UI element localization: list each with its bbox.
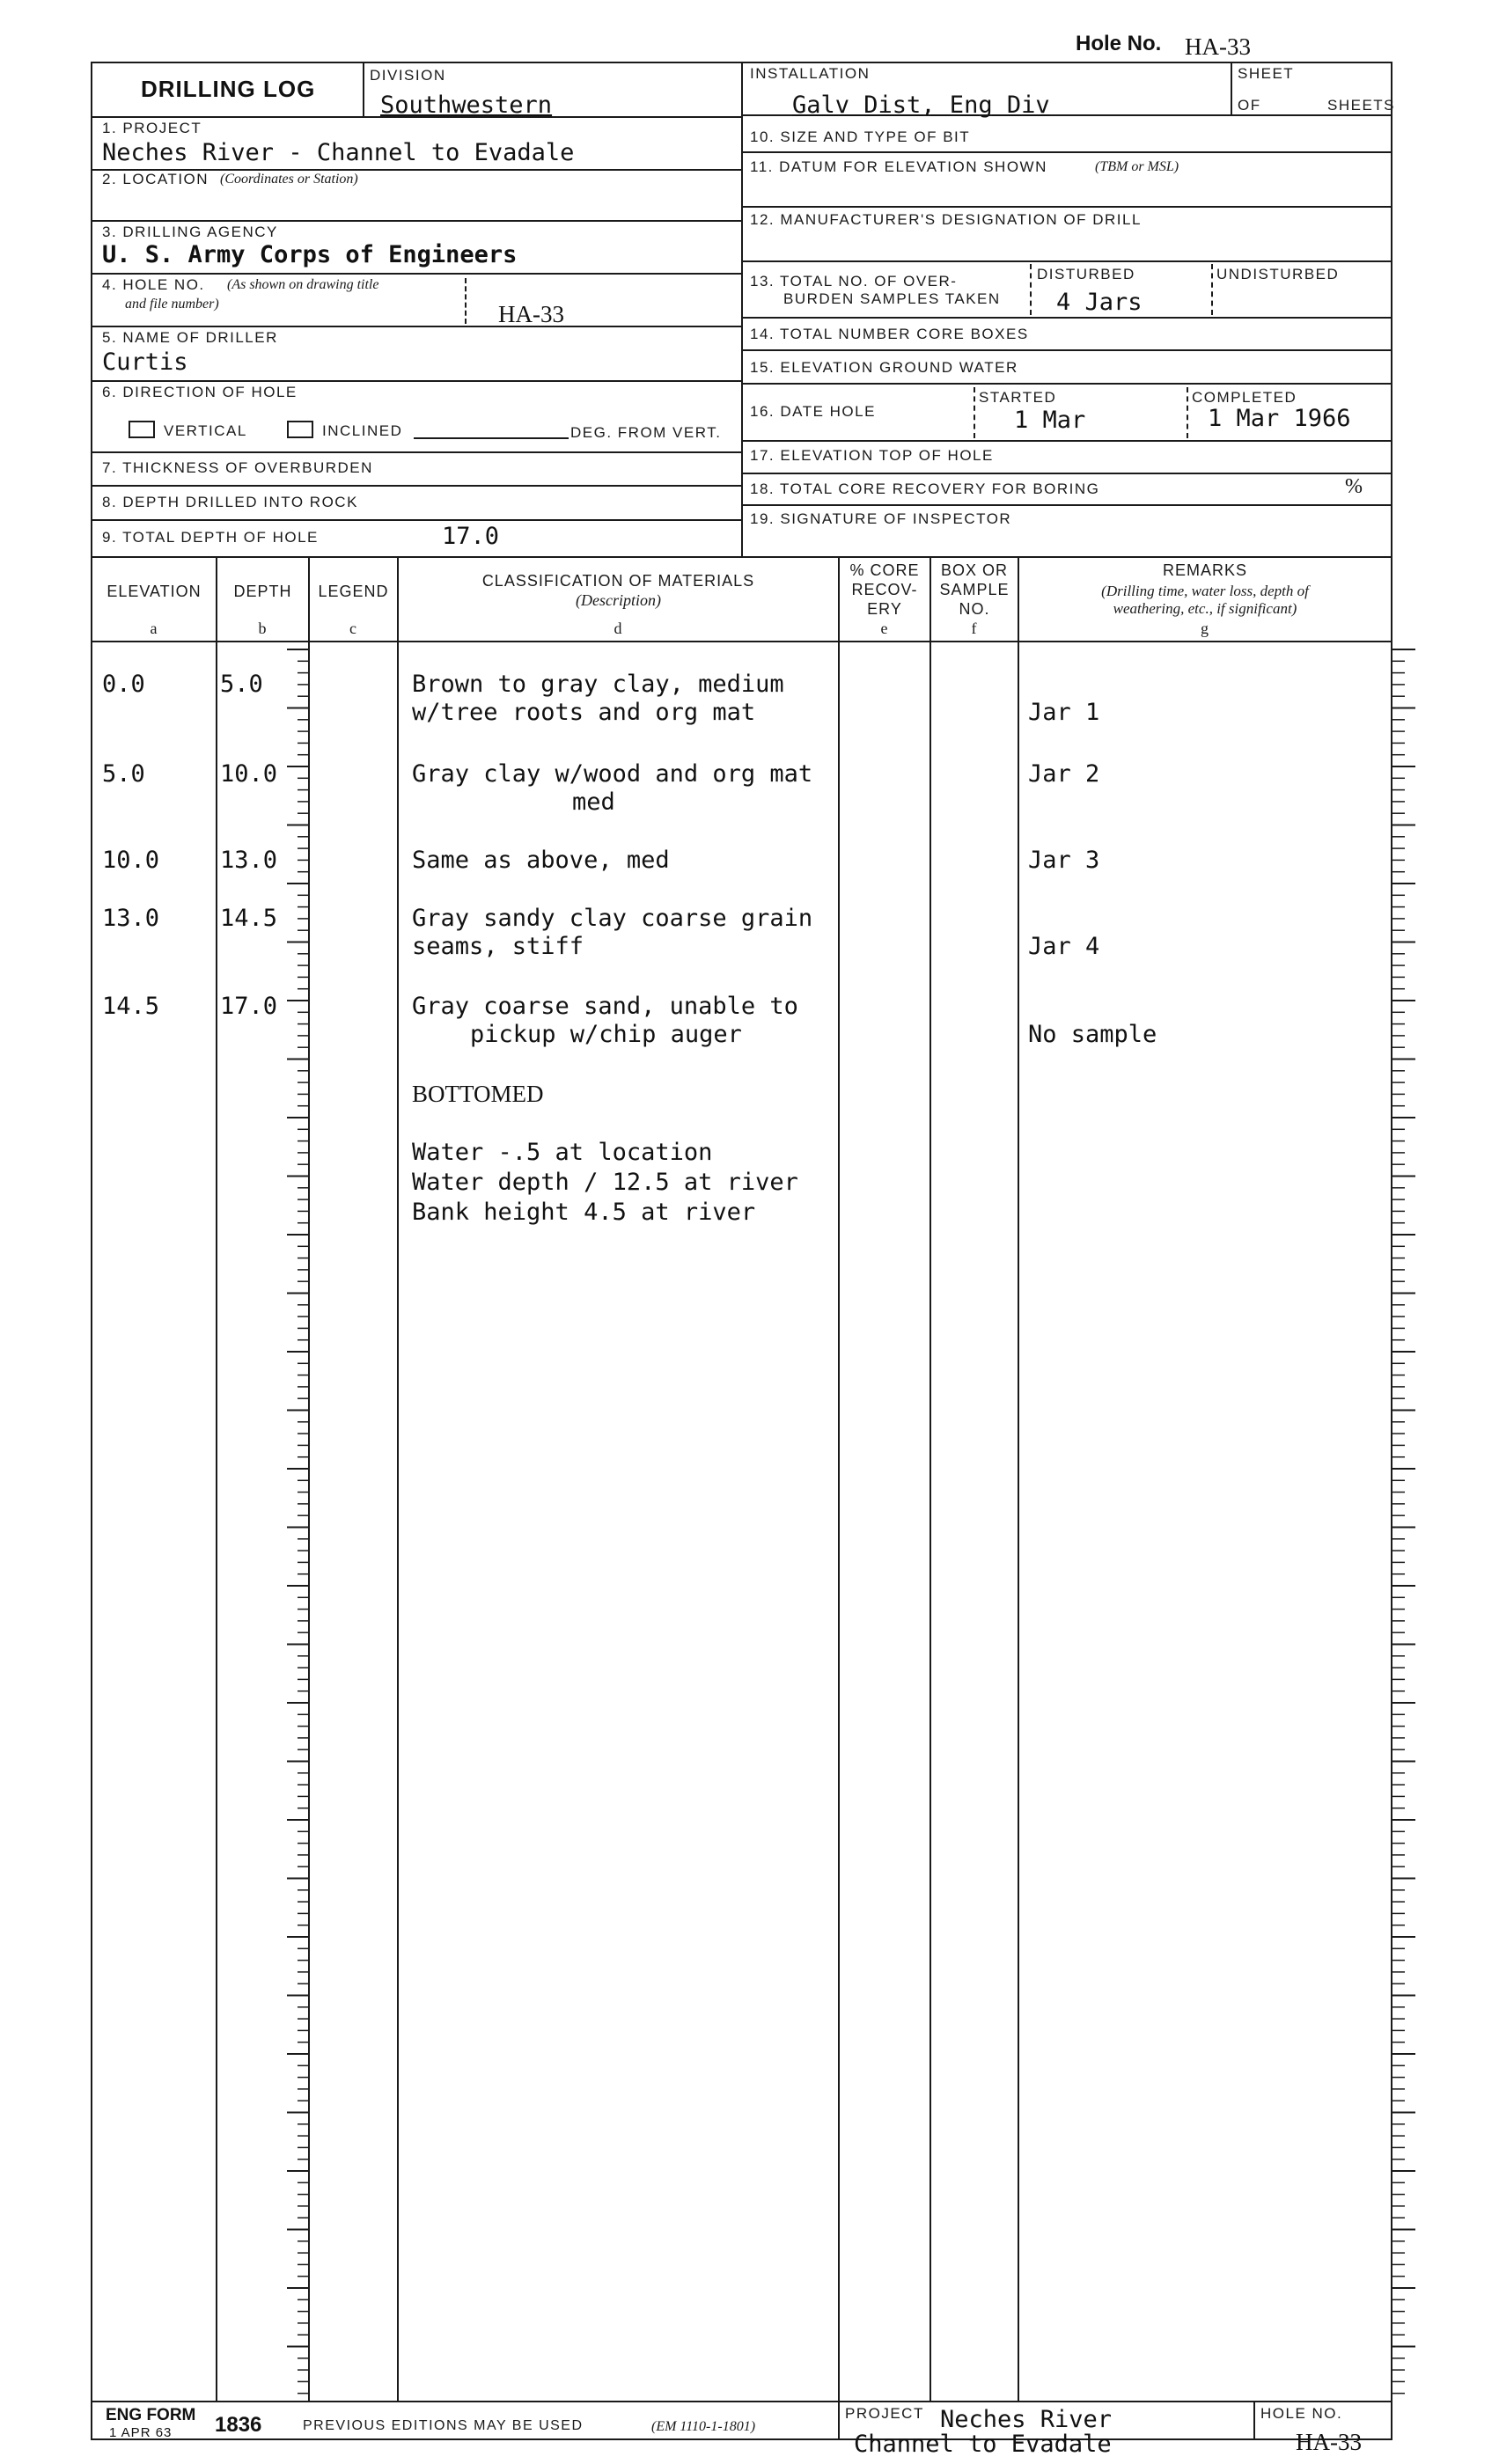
footer-form-number: 1836 [215,2413,262,2437]
row-elevation: 14.5 [102,993,160,1020]
row-remark: No sample [1028,1021,1157,1048]
completed-value: 1 Mar 1966 [1208,405,1351,432]
col-classification-letter: d [614,620,623,637]
row-remark: Jar 1 [1028,699,1100,726]
samples-dashed-divider-2 [1211,264,1213,315]
footer-hole-label: HOLE NO. [1260,2405,1343,2422]
location-label: 2. LOCATION [102,171,209,187]
row-description-2: pickup w/chip auger [470,1021,742,1048]
bank-height-note: Bank height 4.5 at river [412,1199,756,1226]
date-dashed-divider-1 [974,387,975,438]
project-label: 1. PROJECT [102,120,202,136]
inclined-degree-underline [414,437,569,439]
drilling-agency-value: U. S. Army Corps of Engineers [102,241,518,268]
division-value: Southwestern [380,92,553,119]
footer-previous-editions: PREVIOUS EDITIONS MAY BE USED [303,2418,584,2433]
row-remark: Jar 3 [1028,847,1100,874]
row-depth: 17.0 [220,993,278,1020]
driller-value: Curtis [102,348,188,376]
col-classification-header: CLASSIFICATION OF MATERIALS [481,572,755,590]
date-dashed-divider-2 [1187,387,1188,438]
overburden-label: 7. THICKNESS OF OVERBURDEN [102,459,373,476]
col-depth-letter: b [258,620,268,637]
col-box-letter: f [971,620,978,637]
row-description-2: w/tree roots and org mat [412,699,756,726]
division-label: DIVISION [370,67,446,84]
started-label: STARTED [979,389,1057,406]
direction-label: 6. DIRECTION OF HOLE [102,384,298,400]
sheet-label: SHEET [1238,65,1295,82]
hole-no-dashed-divider [465,278,467,324]
sheets-label: SHEETS [1327,97,1396,114]
col-core-header-3: ERY [867,600,902,618]
bit-label: 10. SIZE AND TYPE OF BIT [750,128,971,145]
vertical-checkbox[interactable] [129,421,155,438]
hole-no-label: 4. HOLE NO. [102,276,205,293]
core-recovery-label: 18. TOTAL CORE RECOVERY FOR BORING [750,480,1100,497]
header-hole-no-label: Hole No. [1076,32,1162,55]
total-depth-label: 9. TOTAL DEPTH OF HOLE [102,529,319,546]
col-core-header-1: % CORE [849,561,920,579]
rock-depth-label: 8. DEPTH DRILLED INTO ROCK [102,494,358,510]
col-remarks-note-1: (Drilling time, water loss, depth of [1101,583,1309,599]
col-depth-header: DEPTH [233,583,292,600]
inclined-label: INCLINED [322,422,403,439]
undisturbed-label: UNDISTURBED [1216,266,1340,282]
samples-dashed-divider-1 [1030,264,1032,315]
row-elevation: 5.0 [102,760,145,788]
date-hole-label: 16. DATE HOLE [750,403,876,420]
core-boxes-label: 14. TOTAL NUMBER CORE BOXES [750,326,1029,342]
samples-label-1: 13. TOTAL NO. OF OVER- [750,273,958,290]
row-description-1: Gray clay w/wood and org mat [412,760,813,788]
sheet-of-label: OF [1238,97,1261,114]
datum-note: (TBM or MSL) [1095,159,1179,174]
row-depth: 5.0 [220,671,263,698]
drilling-agency-label: 3. DRILLING AGENCY [102,224,278,240]
right-margin-ticks [1382,642,1417,2401]
total-depth-value: 17.0 [442,523,500,550]
disturbed-value: 4 Jars [1056,289,1143,316]
completed-label: COMPLETED [1192,389,1297,406]
footer-project-value-2: Channel to Evadale [854,2431,1112,2458]
drill-designation-label: 12. MANUFACTURER'S DESIGNATION OF DRILL [750,211,1142,228]
col-box-header-1: BOX OR [940,561,1008,579]
location-note: (Coordinates or Station) [220,172,358,187]
form-title: DRILLING LOG [141,76,316,102]
hole-no-note-2: and file number) [125,297,219,312]
row-description-1: Gray sandy clay coarse grain [412,905,813,932]
row-depth: 10.0 [220,760,278,788]
col-classification-note: (Description) [576,591,661,609]
footer-project-value-1: Neches River [940,2406,1113,2433]
hole-no-note-1: (As shown on drawing title [227,277,379,292]
row-description-1: Same as above, med [412,847,670,874]
row-elevation: 13.0 [102,905,160,932]
hole-no-value: HA-33 [498,301,564,327]
footer-em-reference: (EM 1110-1-1801) [651,2419,756,2434]
row-description-1: Brown to gray clay, medium [412,671,784,698]
top-elevation-label: 17. ELEVATION TOP OF HOLE [750,447,994,464]
installation-label: INSTALLATION [750,65,871,82]
col-remarks-letter: g [1201,620,1209,637]
footer-project-label: PROJECT [845,2405,924,2422]
installation-value: Galv Dist, Eng Div [792,92,1050,119]
datum-label: 11. DATUM FOR ELEVATION SHOWN [750,158,1047,175]
footer-date: 1 APR 63 [109,2425,173,2440]
col-remarks-note-2: weathering, etc., if significant) [1113,600,1297,617]
header-hole-no-value: HA-33 [1185,33,1251,60]
water-river-note: Water depth ∕ 12.5 at river [412,1169,798,1196]
row-remark: Jar 2 [1028,760,1100,788]
footer-eng-form: ENG FORM [106,2406,196,2424]
started-value: 1 Mar [1014,407,1086,434]
row-depth: 13.0 [220,847,278,874]
row-description-2: seams, stiff [412,933,584,960]
inspector-label: 19. SIGNATURE OF INSPECTOR [750,510,1012,527]
core-recovery-pct: % [1345,475,1363,498]
disturbed-label: DISTURBED [1037,266,1135,282]
water-location-note: Water -.5 at location [412,1139,713,1166]
row-description-1: Gray coarse sand, unable to [412,993,798,1020]
vertical-label: VERTICAL [164,422,247,439]
col-elevation-letter: a [150,620,158,637]
col-legend-letter: c [349,620,357,637]
col-remarks-header: REMARKS [1162,561,1247,579]
col-core-letter: e [880,620,889,637]
bottomed-note: BOTTOMED [412,1081,544,1107]
deg-from-vert-label: DEG. FROM VERT. [570,424,722,441]
col-box-header-3: NO. [959,600,990,618]
samples-label-2: BURDEN SAMPLES TAKEN [783,290,1001,307]
col-box-header-2: SAMPLE [939,581,1010,598]
col-legend-header: LEGEND [318,583,389,600]
driller-label: 5. NAME OF DRILLER [102,329,278,346]
row-elevation: 0.0 [102,671,145,698]
col-elevation-header: ELEVATION [107,583,202,600]
row-description-2: med [572,788,615,816]
row-elevation: 10.0 [102,847,160,874]
project-value: Neches River - Channel to Evadale [102,139,575,166]
ground-water-label: 15. ELEVATION GROUND WATER [750,359,1018,376]
inclined-checkbox[interactable] [287,421,313,438]
row-depth: 14.5 [220,905,278,932]
col-core-header-2: RECOV- [851,581,918,598]
footer-hole-value: HA-33 [1296,2429,1362,2455]
row-remark: Jar 4 [1028,933,1100,960]
